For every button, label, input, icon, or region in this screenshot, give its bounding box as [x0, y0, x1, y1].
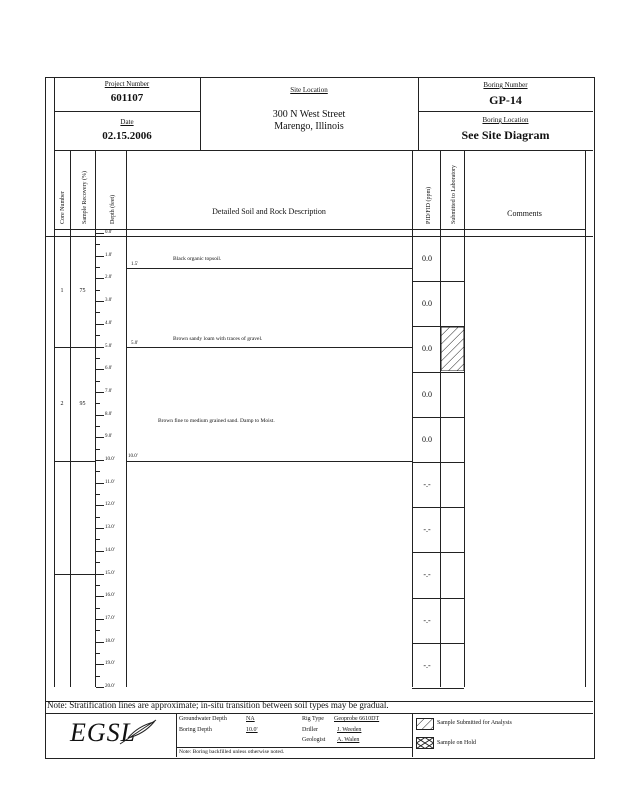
pid-cell-divider [412, 281, 464, 282]
depth-label: 18.0' [105, 638, 115, 644]
core-1-recovery: 75 [79, 288, 86, 294]
layer-3-depth: 10.0' [128, 454, 138, 459]
rig-type-label: Rig Type [302, 716, 324, 722]
rig-type-value: Geoprobe 6610DT [334, 716, 380, 722]
geologist-value: A. Walen [337, 737, 360, 743]
depth-major-tick [96, 437, 104, 438]
boring-number: GP-14 [489, 93, 522, 107]
legend-hold-label: Sample on Hold [437, 740, 476, 746]
depth-major-tick [96, 233, 104, 234]
legend-submitted-label: Sample Submitted for Analysis [437, 720, 512, 726]
boring-number-label: Boring Number [483, 81, 528, 89]
depth-label: 10.0' [105, 457, 115, 462]
depth-label: 6.0' [105, 366, 113, 372]
depth-minor-tick [96, 426, 100, 427]
log-sheet [45, 77, 595, 759]
core-number-header: Core Number [60, 191, 66, 224]
depth-label: 14.0' [105, 547, 115, 553]
pid-cell-divider [412, 417, 464, 418]
depth-minor-tick [96, 630, 100, 631]
pid-value: -.- [423, 570, 431, 580]
groundwater-label: Groundwater Depth [179, 716, 227, 722]
depth-label: 9.0' [105, 434, 113, 440]
depth-label: 20.0' [105, 684, 115, 689]
depth-label: 2.0' [105, 275, 113, 281]
site-address-line2: Marengo, Illinois [274, 121, 344, 132]
depth-label: 15.0' [105, 570, 115, 576]
pid-value: 0.0 [422, 389, 432, 399]
depth-major-tick [96, 483, 104, 484]
depth-label: 19.0' [105, 661, 115, 667]
date-value: 02.15.2006 [102, 130, 152, 142]
depth-label: 5.0' [105, 343, 113, 349]
pid-value: 0.0 [422, 434, 432, 444]
core-2-number: 2 [60, 401, 64, 407]
layer-1-depth: 1.5' [131, 262, 139, 267]
depth-minor-tick [96, 562, 100, 563]
depth-major-tick [96, 347, 104, 348]
depth-minor-tick [96, 608, 100, 609]
submitted-header: Submitted to Laboratory [451, 165, 457, 224]
pid-cell-divider [412, 643, 464, 644]
pid-cell-divider [412, 372, 464, 373]
legend-submitted-swatch [416, 718, 434, 730]
depth-major-tick [96, 664, 104, 665]
depth-minor-tick [96, 471, 100, 472]
core-1-number: 1 [60, 288, 64, 294]
depth-major-tick [96, 415, 104, 416]
depth-label: 0.0' [105, 230, 113, 235]
depth-major-tick [96, 551, 104, 552]
depth-major-tick [96, 596, 104, 597]
stratification-note: Note: Stratification lines are approximate; in-situ transition between soil types may be gradual. [47, 700, 389, 710]
pid-value: -.- [423, 660, 431, 670]
description-header: Detailed Soil and Rock Description [212, 207, 326, 216]
depth-major-tick [96, 369, 104, 370]
layer-2-description: Brown sandy loam with traces of gravel. [173, 336, 263, 342]
pid-cell-divider [412, 688, 464, 689]
egsl-logo: EGSL [70, 718, 137, 747]
pid-value: 0.0 [422, 254, 432, 263]
layer-3-description: Brown fine to medium grained sand. Damp to Moist. [158, 418, 275, 424]
depth-minor-tick [96, 290, 100, 291]
depth-label: 11.0' [105, 479, 115, 485]
depth-label: 7.0' [105, 388, 113, 394]
submitted-sample-hatch [441, 327, 464, 371]
depth-major-tick [96, 528, 104, 529]
depth-label: 16.0' [105, 593, 115, 599]
depth-minor-tick [96, 449, 100, 450]
depth-major-tick [96, 642, 104, 643]
core-2-recovery: 95 [79, 401, 86, 407]
depth-minor-tick [96, 539, 100, 540]
depth-minor-tick [96, 335, 100, 336]
boring-depth-value: 10.0' [246, 727, 258, 733]
depth-minor-tick [96, 517, 100, 518]
pid-cell-divider [412, 598, 464, 599]
boring-location: See Site Diagram [461, 128, 550, 142]
depth-minor-tick [96, 653, 100, 654]
pid-cell-divider [412, 507, 464, 508]
depth-minor-tick [96, 403, 100, 404]
legend-hold-swatch [416, 737, 434, 749]
pid-value: -.- [423, 525, 431, 535]
boring-depth-label: Boring Depth [179, 727, 212, 733]
depth-label: 13.0' [105, 525, 115, 531]
site-address-line1: 300 N West Street [272, 109, 346, 120]
groundwater-value: NA [246, 716, 255, 722]
pid-value: 0.0 [422, 299, 432, 309]
comments-header: Comments [507, 209, 542, 218]
driller-label: Driller [302, 727, 318, 733]
depth-minor-tick [96, 358, 100, 359]
depth-major-tick [96, 505, 104, 506]
depth-minor-tick [96, 381, 100, 382]
layer-2-depth: 5.0' [131, 341, 139, 346]
depth-minor-tick [96, 312, 100, 313]
depth-major-tick [96, 574, 104, 575]
backfill-note: Note: Boring backfilled unless otherwise noted. [179, 749, 285, 755]
depth-minor-tick [96, 267, 100, 268]
depth-major-tick [96, 392, 104, 393]
pid-header: PID/FID (ppm) [426, 186, 432, 224]
geologist-label: Geologist [302, 737, 326, 743]
depth-major-tick [96, 256, 104, 257]
depth-minor-tick [96, 244, 100, 245]
depth-major-tick [96, 687, 104, 688]
date-label: Date [120, 118, 134, 126]
project-number-label: Project Number [104, 80, 150, 88]
depth-major-tick [96, 619, 104, 620]
project-number: 601107 [110, 92, 144, 104]
depth-label: 4.0' [105, 320, 113, 326]
depth-minor-tick [96, 676, 100, 677]
depth-major-tick [96, 324, 104, 325]
depth-minor-tick [96, 585, 100, 586]
depth-label: 1.0' [105, 252, 113, 258]
feather-pen-icon [118, 718, 158, 746]
pid-value: -.- [423, 480, 431, 489]
depth-label: 17.0' [105, 615, 115, 621]
pid-cell-divider [412, 552, 464, 553]
depth-major-tick [96, 460, 104, 461]
driller-value: J. Weeden [337, 727, 362, 733]
depth-label: 3.0' [105, 298, 113, 304]
pid-value: 0.0 [422, 344, 432, 354]
layer-1-description: Black organic topsoil. [173, 256, 222, 262]
depth-major-tick [96, 278, 104, 279]
depth-label: 12.0' [105, 502, 115, 508]
pid-value: -.- [423, 615, 431, 625]
depth-major-tick [96, 301, 104, 302]
pid-cell-divider [412, 462, 464, 463]
depth-label: 8.0' [105, 411, 113, 417]
site-location-label: Site Location [290, 86, 328, 94]
depth-header: Depth (feet) [110, 194, 116, 224]
depth-minor-tick [96, 494, 100, 495]
boring-location-label: Boring Location [482, 116, 529, 124]
sample-recovery-header: Sample Recovery (%) [82, 171, 88, 224]
